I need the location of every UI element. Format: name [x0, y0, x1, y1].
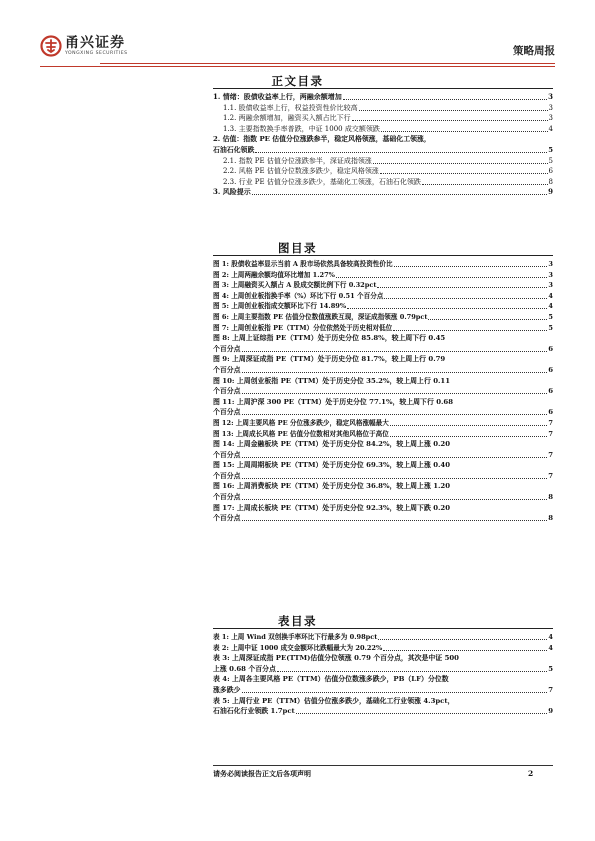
toc-leader-dots: [242, 393, 548, 394]
toc-entry-label: 图 13: 上周成长风格 PE 估值分位数相对其他风格位于高位: [213, 429, 389, 438]
figure-toc-title: 图目录: [278, 241, 317, 255]
footer-disclaimer: 请务必阅读报告正文后各项声明: [213, 769, 311, 778]
toc-entry[interactable]: [213, 376, 553, 397]
toc-entry[interactable]: [213, 187, 553, 198]
toc-entry-page: 8: [548, 493, 553, 502]
toc-leader-dots: [393, 330, 547, 331]
toc-entry-page: 4: [548, 124, 553, 133]
toc-entry[interactable]: [213, 429, 553, 440]
toc-leader-dots: [378, 639, 547, 640]
toc-leader-dots: [242, 372, 548, 373]
toc-entry[interactable]: [213, 481, 553, 502]
toc-entry[interactable]: [213, 333, 553, 354]
toc-entry-page: 3: [548, 260, 553, 268]
toc-entry-label: 图 2: 上周两融余额均值环比增加 1.27%: [213, 270, 335, 279]
toc-leader-dots: [381, 131, 548, 132]
toc-entry-label: 1.2. 两融余额增加，融资买入额占比下行: [223, 114, 351, 123]
toc-entry-page: 4: [548, 302, 553, 311]
toc-entry[interactable]: [213, 92, 553, 103]
toc-entry-page: 4: [548, 643, 553, 652]
toc-leader-dots: [390, 425, 548, 426]
toc-entry[interactable]: [213, 177, 553, 188]
toc-entry-label: 图 4: 上周创业板指换手率（%）环比下行 0.51 个百分点: [213, 291, 384, 300]
table-toc-list: [213, 632, 553, 717]
toc-entry-label: 图 12: 上周主要风格 PE 分位涨多跌少，稳定风格涨幅最大: [213, 418, 389, 427]
toc-entry[interactable]: [213, 323, 553, 334]
toc-entry[interactable]: [213, 113, 553, 124]
main-toc-rule: [213, 88, 553, 89]
toc-entry-label-line2: 个百分点: [213, 344, 241, 353]
toc-entry-label-line2: 个百分点: [213, 471, 241, 480]
toc-leader-dots: [428, 319, 547, 320]
toc-entry-label-line1: 表 4: 上周各主要风格 PE（TTM）估值分位数涨多跌少，PB（LF）分位数: [213, 675, 449, 684]
toc-entry-page: 7: [548, 429, 553, 438]
toc-leader-dots: [252, 194, 547, 195]
toc-entry-label: 3. 风险提示: [213, 187, 251, 197]
toc-entry-label-line1: 图 16: 上周消费板块 PE（TTM）处于历史分位 36.8%，较上周上涨 1.20: [213, 482, 451, 491]
toc-entry-page: 6: [548, 167, 553, 176]
toc-leader-dots: [347, 308, 547, 309]
toc-leader-dots: [242, 351, 548, 352]
toc-entry-page: 7: [548, 471, 553, 480]
toc-entry-page: 5: [548, 156, 553, 165]
table-toc-rule: [213, 628, 553, 629]
toc-entry-label-line2: 个百分点: [213, 365, 241, 374]
toc-entry-label: 2.1. 指数 PE 估值分位涨跌参半，深证成指领涨: [223, 156, 372, 165]
toc-entry-page: 9: [548, 707, 553, 716]
toc-entry-label-line2: 个百分点: [213, 408, 241, 417]
toc-entry-label: 图 7: 上周创业板指 PE（TTM）分位依然处于历史相对低位: [213, 323, 393, 332]
toc-entry[interactable]: [213, 259, 553, 270]
toc-entry-label: 2.3. 行业 PE 估值分位涨多跌少，基础化工领涨，石油石化领跌: [223, 177, 421, 186]
toc-entry-label: 1. 情绪：股债收益率上行，两融余额增加: [213, 92, 342, 101]
toc-entry[interactable]: [213, 674, 553, 695]
toc-entry-page: 6: [548, 408, 553, 417]
toc-entry[interactable]: [213, 124, 553, 135]
toc-entry[interactable]: [213, 653, 553, 674]
toc-leader-dots: [383, 650, 547, 651]
toc-leader-dots: [359, 110, 548, 111]
toc-entry[interactable]: [213, 354, 553, 375]
toc-entry-label: 表 2: 上周中证 1000 成交金额环比跌幅最大为 20.22%: [213, 643, 383, 652]
toc-entry[interactable]: [213, 503, 553, 524]
toc-entry-label-line2: 个百分点: [213, 450, 241, 459]
toc-entry[interactable]: [213, 460, 553, 481]
toc-entry-page: 7: [548, 450, 553, 459]
toc-entry-page: 7: [548, 685, 553, 694]
toc-entry-label-line1: 图 10: 上周创业板指 PE（TTM）处于历史分位 35.2%，较上周上行 0.11: [213, 376, 451, 385]
toc-leader-dots: [296, 713, 547, 714]
toc-entry[interactable]: [213, 632, 553, 643]
toc-entry[interactable]: [213, 312, 553, 323]
toc-entry-label-line1: 图 15: 上周周期板块 PE（TTM）处于历史分位 69.3%，较上周上涨 0.40: [213, 461, 451, 470]
toc-entry-label: 1.1. 股债收益率上行，权益投资性价比较高: [223, 103, 358, 112]
logo-name-cn: 甬兴证券: [65, 34, 125, 51]
header-divider-thin: [40, 66, 555, 67]
table-toc-title: 表目录: [278, 614, 317, 628]
toc-entry-line2: [213, 685, 553, 696]
toc-entry-line2: [213, 145, 553, 156]
toc-entry-label-line1: 图 11: 上周沪深 300 PE（TTM）处于历史分位 77.1%，较上周下行 0.68: [213, 397, 454, 406]
toc-entry[interactable]: [213, 291, 553, 302]
toc-entry[interactable]: [213, 418, 553, 429]
toc-entry[interactable]: [213, 696, 553, 717]
toc-entry-line2: [213, 471, 553, 482]
toc-entry[interactable]: [213, 280, 553, 291]
toc-entry-page: 4: [548, 633, 553, 641]
toc-entry[interactable]: [213, 397, 553, 418]
toc-entry-label-line2: 个百分点: [213, 514, 241, 523]
toc-entry-line2: [213, 450, 553, 461]
toc-entry-page: 3: [548, 103, 553, 112]
toc-leader-dots: [277, 671, 547, 672]
toc-entry[interactable]: [213, 156, 553, 167]
toc-entry-page: 4: [548, 291, 553, 300]
toc-entry-label-line2: 石油石化领跌: [213, 145, 255, 154]
toc-entry-label: 图 5: 上周创业板指成交额环比下行 14.89%: [213, 302, 347, 311]
toc-leader-dots: [242, 692, 548, 693]
figure-toc-rule: [213, 255, 553, 256]
header-divider: [100, 63, 555, 64]
toc-entry-page: 3: [548, 281, 553, 290]
toc-leader-dots: [242, 414, 548, 415]
toc-leader-dots: [343, 99, 547, 100]
toc-entry-label: 图 6: 上周主要指数 PE 估值分位数值涨跌互现，深证成指领涨 0.79pct: [213, 312, 428, 321]
toc-entry-page: 6: [548, 387, 553, 396]
toc-leader-dots: [242, 520, 548, 521]
toc-leader-dots: [352, 120, 548, 121]
company-logo: [40, 35, 128, 57]
toc-entry[interactable]: [213, 166, 553, 177]
toc-entry-page: 5: [548, 664, 553, 673]
toc-leader-dots: [242, 457, 548, 458]
toc-entry-line2: [213, 344, 553, 355]
toc-entry-label-line2: 个百分点: [213, 387, 241, 396]
toc-entry-page: 6: [548, 344, 553, 353]
figure-toc-list: [213, 259, 553, 524]
toc-entry[interactable]: [213, 134, 553, 155]
toc-leader-dots: [373, 163, 548, 164]
toc-entry-label-line1: 表 3: 上周深证成指 PE(TTM)估值分位领涨 0.79 个百分点，其次是中证 500: [213, 654, 459, 663]
footer-divider: [213, 765, 553, 766]
toc-entry-line2: [213, 386, 553, 397]
toc-entry-page: 3: [548, 270, 553, 279]
toc-leader-dots: [377, 287, 547, 288]
toc-entry-line2: [213, 365, 553, 376]
toc-entry-label-line2: 个百分点: [213, 493, 241, 502]
toc-leader-dots: [422, 184, 548, 185]
toc-entry[interactable]: [213, 301, 553, 312]
toc-entry-page: 3: [548, 92, 553, 101]
toc-leader-dots: [336, 277, 547, 278]
toc-entry-page: 9: [548, 187, 553, 197]
toc-entry-line2: [213, 664, 553, 675]
logo-name-en: YONGXING SECURITIES: [65, 50, 128, 56]
toc-entry-label-line1: 图 8: 上周上证综指 PE（TTM）处于历史分位 85.8%，较上周下行 0.45: [213, 334, 446, 343]
page-header: [0, 0, 595, 62]
toc-entry[interactable]: [213, 643, 553, 654]
toc-leader-dots: [242, 478, 548, 479]
toc-entry-label: 图 3: 上周融资买入额占 A 股成交额比例下行 0.32pct: [213, 281, 377, 290]
toc-leader-dots: [255, 152, 547, 153]
toc-leader-dots: [384, 298, 547, 299]
toc-entry-line2: [213, 706, 553, 717]
toc-leader-dots: [380, 173, 548, 174]
logo-icon: [40, 35, 62, 57]
toc-entry-label: 1.3. 主要指数换手率普跌，中证 1000 成交额领跌: [223, 124, 380, 133]
toc-entry-label: 2.2. 风格 PE 估值分位数涨多跌少，稳定风格领涨: [223, 167, 379, 176]
toc-entry-page: 7: [548, 418, 553, 427]
main-toc-title: 正文目录: [271, 74, 324, 88]
toc-entry[interactable]: [213, 270, 553, 281]
toc-entry-page: 3: [548, 114, 553, 123]
toc-leader-dots: [394, 266, 548, 267]
toc-leader-dots: [390, 436, 548, 437]
toc-entry-label-line1: 表 5: 上周行业 PE（TTM）估值分位涨多跌少，基础化工行业领涨 4.3pct，: [213, 696, 455, 705]
toc-leader-dots: [242, 499, 548, 500]
toc-entry-page: 5: [548, 312, 553, 321]
page-number: 2: [528, 769, 534, 778]
report-type-label: 策略周报: [513, 45, 555, 57]
toc-entry[interactable]: [213, 439, 553, 460]
toc-entry-page: 8: [548, 177, 553, 186]
toc-entry-page: 8: [548, 514, 553, 523]
toc-entry-line2: [213, 492, 553, 503]
toc-entry-label: 表 1: 上周 Wind 双创换手率环比下行最多为 0.98pct: [213, 633, 378, 641]
toc-entry-page: 5: [548, 145, 553, 154]
toc-entry-label-line1: 图 17: 上周成长板块 PE（TTM）处于历史分位 92.3%，较上周下跌 0.20: [213, 503, 451, 512]
toc-entry-page: 5: [548, 323, 553, 332]
toc-entry[interactable]: [213, 103, 553, 114]
toc-entry-line2: [213, 407, 553, 418]
toc-entry-label-line1: 2. 估值：指数 PE 估值分位涨跌参半，稳定风格领涨，基础化工领涨，: [213, 135, 431, 144]
toc-entry-label-line2: 上涨 0.68 个百分点: [213, 664, 276, 673]
toc-entry-label-line1: 图 14: 上周金融板块 PE（TTM）处于历史分位 84.2%，较上周上涨 0.20: [213, 440, 451, 449]
main-toc-list: [213, 92, 553, 198]
toc-entry-line2: [213, 513, 553, 524]
toc-entry-label-line1: 图 9: 上周深证成指 PE（TTM）处于历史分位 81.7%，较上周上行 0.79: [213, 355, 446, 364]
toc-entry-page: 6: [548, 365, 553, 374]
toc-entry-label: 图 1: 股债收益率显示当前 A 股市场依然具备较高投资性价比: [213, 260, 393, 268]
toc-entry-label-line2: 涨多跌少: [213, 685, 241, 694]
toc-entry-label-line2: 石油石化行业领跌 1.7pct: [213, 707, 295, 716]
